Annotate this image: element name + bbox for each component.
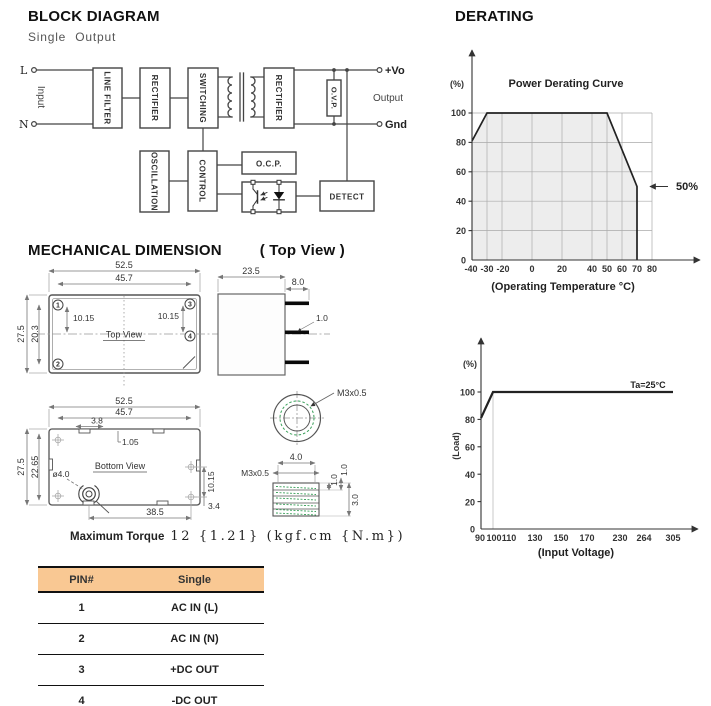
y-unit-label: (%): [450, 79, 464, 89]
dim-27-5: 27.5: [16, 458, 26, 476]
pin: [285, 331, 309, 335]
terminal-gnd-circle: [377, 122, 382, 127]
x-axis-label: (Operating Temperature °C): [491, 281, 635, 293]
dim-23-5: 23.5: [242, 266, 260, 276]
pin-number: 3: [188, 301, 192, 309]
derating-heading: DERATING: [455, 8, 534, 25]
pin: [285, 361, 309, 365]
pin-number: 1: [56, 302, 60, 310]
input-label: Input: [35, 85, 46, 109]
rectifier-out-label: RECTIFIER: [274, 74, 283, 122]
dim-52-5: 52.5: [115, 396, 133, 406]
pin-number: 2: [56, 361, 60, 369]
x-tick-label: 305: [665, 533, 681, 543]
x-tick-label: 80: [646, 264, 658, 274]
insert-top-view: [270, 388, 367, 445]
junction-dot: [332, 68, 336, 72]
control-label: CONTROL: [197, 159, 207, 203]
derating-area: [472, 113, 637, 260]
table-row: [38, 686, 264, 706]
load-curve: [481, 392, 673, 418]
axes: [478, 338, 699, 529]
pin-function-cell: AC IN (N): [125, 624, 264, 655]
dim-45-7: 45.7: [115, 273, 133, 283]
y-tick-label: 60: [464, 442, 475, 453]
terminal-l-label: L: [20, 64, 28, 77]
junction-dot: [332, 122, 336, 126]
x-tick-label: 90: [474, 533, 486, 543]
x-tick-label: 40: [586, 264, 598, 274]
dim-8-0: 8.0: [291, 277, 305, 287]
dim-4-0: 4.0: [289, 452, 303, 462]
pin: [285, 302, 309, 306]
x-tick-label: 60: [616, 264, 628, 274]
x-tick-label: 70: [631, 264, 643, 274]
dim-3-0: 3.0: [350, 494, 360, 506]
mechanical-heading-suffix: ( Top View ): [259, 242, 345, 259]
col-header-pin: PIN#: [38, 567, 125, 592]
rectifier-in-label: RECTIFIER: [150, 74, 159, 122]
torque-note: [70, 529, 405, 544]
mechanical-heading-main: MECHANICAL DIMENSION: [28, 242, 222, 259]
y-tick-labels: [460, 388, 475, 535]
x-tick-label: 20: [556, 264, 568, 274]
x-tick-label: 110: [501, 533, 517, 543]
mechanical-heading: [28, 242, 345, 259]
x-tick-label: 130: [527, 533, 543, 543]
y-tick-label: 20: [464, 497, 475, 508]
x-tick-label: 100: [486, 533, 502, 543]
y-tick-label: 20: [455, 226, 466, 236]
power-derating-chart: [450, 50, 700, 293]
ovp-label: O.V.P.: [329, 86, 339, 110]
ocp-label: O.C.P.: [256, 159, 282, 169]
output-label: Output: [373, 93, 404, 104]
dim-20-3: 20.3: [30, 325, 40, 343]
thread-label: M3x0.5: [241, 468, 269, 478]
x-tick-label: 50: [601, 264, 613, 274]
pin-number-cell: 4: [38, 686, 125, 706]
optocoupler-box: [242, 182, 296, 212]
gnd-label: Gnd: [385, 119, 407, 131]
torque-value: 12 {1.21} (kgf.cm {N.m}): [170, 529, 406, 544]
y-tick-label: 80: [464, 415, 475, 425]
torque-label: Maximum Torque: [70, 531, 165, 543]
block-diagram: [19, 64, 407, 214]
pin-number-cell: 2: [38, 624, 125, 655]
table-row: [38, 592, 264, 624]
x-axis-label: (Input Voltage): [537, 547, 615, 559]
pin-function-cell: AC IN (L): [125, 592, 264, 624]
pin-number-cell: 3: [38, 655, 125, 686]
dim-3-4: 3.4: [208, 501, 220, 511]
x-tick-label: 230: [612, 533, 628, 543]
line-filter-label: LINE FILTER: [102, 71, 112, 125]
y-tick-label: 100: [459, 387, 475, 398]
x-tick-labels: [464, 264, 657, 274]
y-axis-label: (Load): [451, 432, 461, 460]
dim-1-0-a: 1.0: [329, 474, 339, 486]
y-tick-label: 0: [460, 255, 466, 266]
y-tick-label: 0: [469, 524, 475, 535]
terminal-l-circle: [32, 68, 37, 73]
dim-hole-dia: ø4.0: [52, 469, 70, 479]
dim-45-7: 45.7: [115, 407, 133, 417]
detect-label: DETECT: [329, 192, 365, 202]
dim-10-15-right: 10.15: [157, 311, 179, 321]
pin-number: 4: [188, 333, 192, 341]
dim-22-65: 22.65: [30, 455, 40, 479]
insert-side-view: [241, 452, 360, 516]
terminal-n-circle: [32, 122, 37, 127]
bottom-view-label: Bottom View: [94, 461, 146, 471]
y-tick-label: 40: [455, 196, 466, 207]
oscillation-label: OSCILLATION: [149, 151, 159, 212]
block-diagram-heading: BLOCK DIAGRAM: [28, 8, 160, 25]
terminal-n-label: N: [19, 118, 29, 131]
dim-1-05: 1.05: [122, 437, 139, 447]
dim-3-8: 3.8: [91, 415, 103, 426]
col-header-single: Single: [125, 567, 264, 592]
pin-assignment-table: [38, 566, 264, 706]
dim-38-5: 38.5: [146, 507, 164, 517]
dim-52-5: 52.5: [115, 260, 133, 270]
dim-1-0-b: 1.0: [339, 464, 349, 476]
dim-10-15: 10.15: [206, 471, 216, 493]
table-row: [38, 655, 264, 686]
fifty-percent-label: 50%: [676, 181, 699, 193]
table-row: [38, 624, 264, 655]
dim-27-5: 27.5: [16, 325, 26, 343]
x-tick-label: -30: [480, 264, 494, 274]
x-tick-label: 264: [636, 533, 652, 543]
pin-number-cell: 1: [38, 592, 125, 624]
dim-1-0: 1.0: [316, 313, 328, 323]
pin-function-cell: +DC OUT: [125, 655, 264, 686]
top-view-label: Top View: [105, 329, 143, 340]
chart-title: Power Derating Curve: [508, 78, 624, 90]
load-vs-voltage-chart: [451, 338, 698, 559]
y-tick-label: 100: [450, 108, 466, 118]
transformer: [228, 73, 255, 121]
switching-label: SWITCHING: [198, 72, 207, 124]
vo-label: +Vo: [385, 65, 405, 77]
table-header-row: [38, 567, 264, 592]
x-tick-label: 0: [529, 264, 535, 274]
x-tick-label: 150: [553, 533, 569, 543]
pin-function-cell: -DC OUT: [125, 686, 264, 706]
y-tick-label: 60: [455, 167, 466, 177]
mech-bottom-view: [16, 396, 220, 520]
y-tick-label: 40: [464, 470, 475, 480]
x-tick-labels: [475, 533, 681, 543]
y-unit-label: (%): [463, 359, 477, 369]
x-tick-label: -40: [464, 264, 478, 274]
block-diagram-subtitle: Single Output: [28, 30, 117, 44]
ta-annotation: Ta=25°C: [630, 380, 666, 390]
x-tick-label: -20: [496, 264, 510, 274]
terminal-vo-circle: [377, 68, 382, 73]
y-tick-labels: [451, 108, 466, 266]
y-tick-label: 80: [455, 137, 466, 148]
dim-10-15-left: 10.15: [73, 313, 95, 323]
junction-dot: [345, 68, 349, 72]
mech-side-view: [218, 266, 328, 375]
x-tick-label: 170: [579, 533, 595, 543]
thread-callout: M3x0.5: [337, 388, 367, 398]
